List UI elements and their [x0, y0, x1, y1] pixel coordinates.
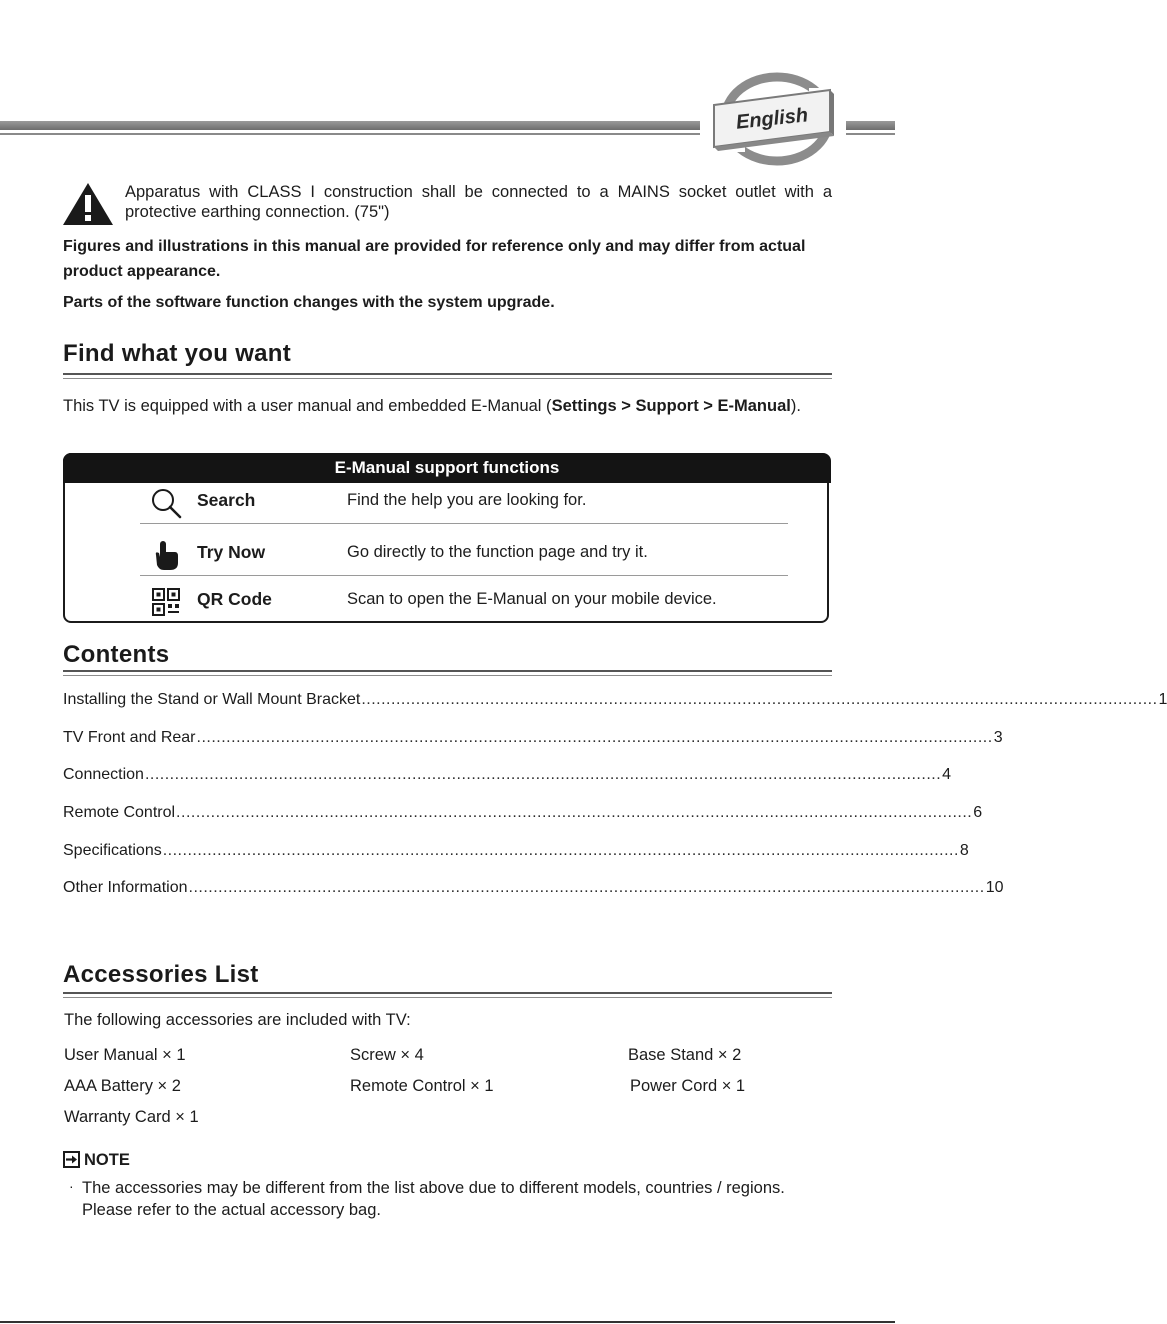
- qr-code-icon: [150, 586, 182, 618]
- hand-pointer-icon: [150, 539, 182, 571]
- page-bottom-rule: [0, 1321, 895, 1323]
- toc-leader-dots: .................................................................................................................................................................: [361, 691, 1158, 708]
- emanual-row-divider: [140, 523, 788, 524]
- accessory-item: Warranty Card × 1: [64, 1108, 199, 1126]
- toc-item-title: Remote Control: [63, 804, 176, 821]
- emanual-search-desc: Find the help you are looking for.: [347, 491, 587, 509]
- header-band-left: [0, 121, 700, 130]
- toc-item-title: Installing the Stand or Wall Mount Bracket: [63, 691, 361, 708]
- find-heading-rule-thin: [63, 378, 832, 379]
- toc-item-page: 3: [993, 729, 1003, 746]
- toc-leader-dots: .................................................................................................................................................................: [188, 879, 985, 896]
- accessories-heading: Accessories List: [63, 961, 259, 988]
- notice-software: Parts of the software function changes with the system upgrade.: [63, 294, 555, 311]
- toc-leader-dots: .................................................................................................................................................................: [196, 729, 993, 746]
- language-label: English: [734, 103, 810, 134]
- find-intro-post: ).: [790, 397, 801, 415]
- accessories-heading-rule: [63, 992, 832, 994]
- notice-reference: Figures and illustrations in this manual are provided for reference only and may differ from actual product appearance.: [63, 238, 806, 280]
- note-arrow-icon: [63, 1151, 80, 1168]
- toc-item[interactable]: [63, 729, 1003, 751]
- contents-heading: Contents: [63, 641, 170, 668]
- warning-text: Apparatus with CLASS I construction shall be connected to a MAINS socket outlet with a protective earthing connection. (75"): [125, 183, 832, 221]
- note-label: NOTE: [84, 1151, 130, 1169]
- emanual-search-label: Search: [197, 490, 256, 510]
- header-band-right: [846, 121, 895, 130]
- header-band-right-line: [846, 133, 895, 135]
- emanual-qr-label: QR Code: [197, 589, 272, 609]
- toc-item[interactable]: [63, 804, 983, 826]
- accessory-item: Power Cord × 1: [630, 1077, 746, 1095]
- toc-leader-dots: .................................................................................................................................................................: [176, 804, 973, 821]
- find-intro-path: Settings > Support > E-Manual: [551, 397, 791, 415]
- emanual-qr-desc: Scan to open the E-Manual on your mobile device.: [347, 590, 717, 608]
- emanual-try-now-desc: Go directly to the function page and try it.: [347, 543, 648, 561]
- note-text: The accessories may be different from the list above due to different models, countries / regions. Please refer to the actual accessory bag.: [82, 1179, 785, 1219]
- emanual-row-divider: [140, 575, 788, 576]
- contents-heading-rule-thin: [63, 675, 832, 676]
- toc-leader-dots: .................................................................................................................................................................: [144, 766, 942, 783]
- accessory-item: Base Stand × 2: [628, 1046, 742, 1064]
- accessories-intro: The following accessories are included with TV:: [64, 1011, 411, 1029]
- toc-item[interactable]: [63, 842, 969, 864]
- emanual-box-title: E-Manual support functions: [63, 453, 831, 483]
- accessory-item: AAA Battery × 2: [64, 1077, 181, 1095]
- find-heading: Find what you want: [63, 340, 292, 367]
- note-bullet: ·: [69, 1178, 74, 1194]
- find-intro: [63, 394, 838, 418]
- search-icon: [150, 487, 182, 519]
- header-band-left-line: [0, 133, 700, 135]
- emanual-row-qr: [140, 577, 788, 623]
- accessories-heading-rule-thin: [63, 997, 832, 998]
- toc-item-page: 8: [959, 842, 969, 859]
- toc-item-page: 4: [942, 766, 952, 783]
- accessory-item: User Manual × 1: [64, 1046, 186, 1064]
- toc-leader-dots: .................................................................................................................................................................: [162, 842, 959, 859]
- toc-item-page: 1: [1158, 691, 1167, 708]
- emanual-row-search: [140, 478, 788, 524]
- toc-item[interactable]: [63, 766, 952, 788]
- toc-item-title: TV Front and Rear: [63, 729, 196, 746]
- toc-item[interactable]: [63, 691, 1167, 713]
- accessory-item: Remote Control × 1: [350, 1077, 494, 1095]
- find-heading-rule: [63, 373, 832, 375]
- accessory-item: Screw × 4: [350, 1046, 424, 1064]
- emanual-try-now-label: Try Now: [197, 542, 266, 562]
- toc-item-title: Connection: [63, 766, 144, 783]
- find-intro-pre: This TV is equipped with a user manual and embedded E-Manual (: [63, 397, 552, 415]
- toc-item-title: Specifications: [63, 842, 162, 859]
- toc-item-page: 10: [985, 879, 1004, 896]
- toc-item[interactable]: [63, 879, 1004, 901]
- contents-heading-rule: [63, 670, 832, 672]
- toc-item-title: Other Information: [63, 879, 188, 896]
- warning-triangle-icon: [62, 182, 114, 226]
- toc-item-page: 6: [973, 804, 983, 821]
- emanual-row-try-now: [140, 530, 788, 576]
